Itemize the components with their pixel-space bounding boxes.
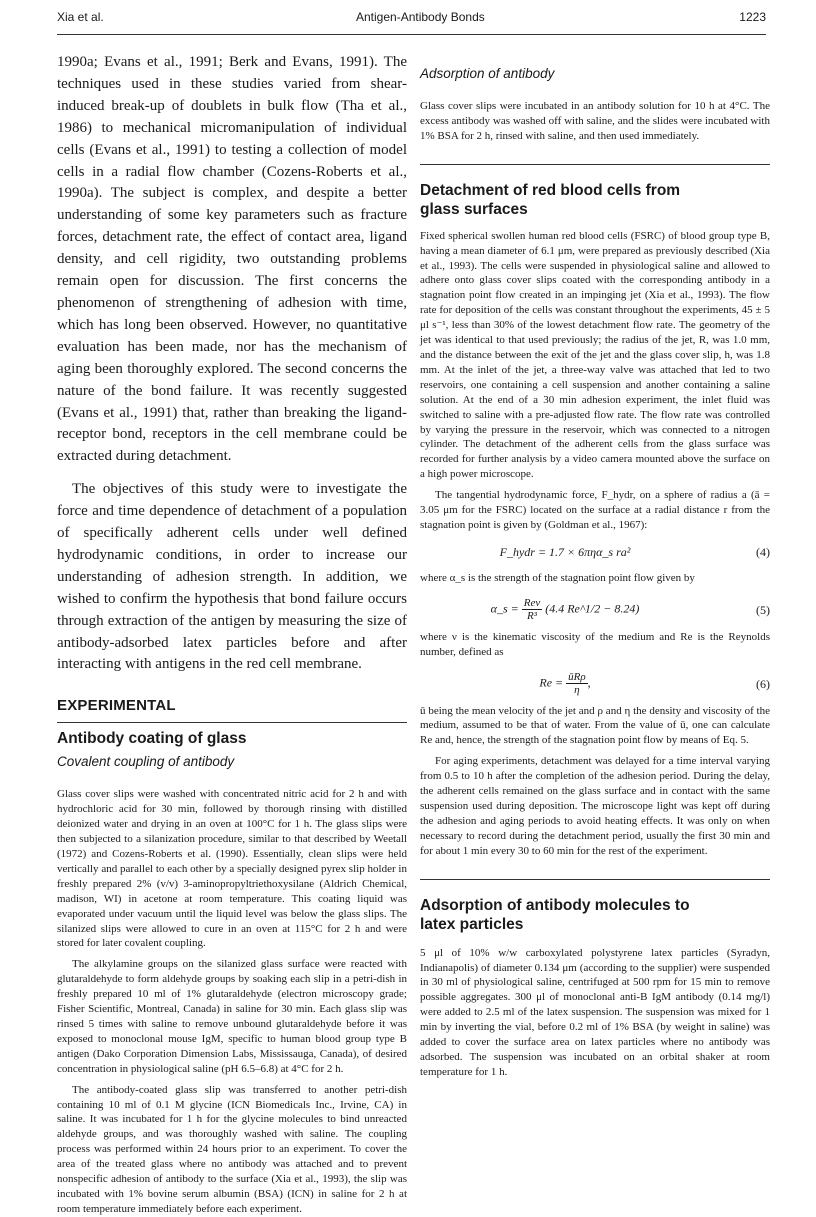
left-column (57, 52, 407, 1217)
section-divider (420, 164, 770, 165)
adsorption-paragraph: Glass cover slips were incubated in an antibody solution for 10 h at 4°C. The excess antibody was washed off with saline, and the slides were incubated with 1% BSA for 2 h, rinsed with saline, and then used immediately. (420, 100, 770, 142)
covalent-paragraph-3: The antibody-coated glass slip was transferred to another petri-dish containing 10 ml of 0.1 M glycine (ICN Biomedicals Inc., Irvine, CA) in saline. It was incubated for 1 h for the glycine molecules to bind unreacted aldehyde groups, and was thoroughly washed with saline. The coupling process was performed within 24 hours prior to an experiment. To cover the area of the treated glass where no antibody was attached and to prevent nonspecific adhesion of antibody to the surface (Xia et al., 1993), the slip was incubated with 1% bovine serum albumin (BSA) (ICN) in saline for 2 h at room temperature immediately before each experiment. (57, 1083, 407, 1215)
equation-6-denominator: η (574, 683, 580, 696)
where-nu-text: where ν is the kinematic viscosity of the medium and Re is the Reynolds number, defined as (420, 630, 770, 658)
equation-5-lhs: α_s = (490, 601, 519, 615)
covalent-paragraph-2: The alkylamine groups on the silanized glass surface were reacted with glutaraldehyde to form aldehyde groups by soaking each slip in a petri-dish in freshly prepared 10 ml of 1% glutaraldehyde (electron microscopy grade; Fisher Scientific, Montreal, Canada) in saline for 30 min. Each glass slip was rinsed 5 times with saline to remove unbound glutaraldehyde before it was exposed to monoclonal mouse IgM, specific to human blood group type B antigen (Dako Corporation Dimension Labs, Mississauga, Canada), of desired concentration in physiological saline (pH 6.5–6.8) at 4°C for 2 h. (57, 958, 407, 1075)
detachment-heading-line-1: Detachment of red blood cells from (420, 181, 681, 199)
subsection-heading-detachment (420, 181, 770, 219)
equation-4 (420, 545, 770, 565)
equation-5 (420, 594, 770, 624)
equation-5-formula (420, 597, 710, 622)
equation-5-number: (5) (756, 602, 770, 617)
equation-6-number: (6) (756, 676, 770, 691)
detachment-paragraph-1: Fixed spherical swollen human red blood cells (FSRC) of blood group type B, having a mean diameter of 6.1 μm, were prepared as previously described (Xia et al., 1993). The cells were suspended in physiological saline and allowed to adhere onto glass cover slips coated with the corresponding antibody in a stagnation point flow created in an impinging jet (Xia et al., 1993). The flow rate for deposition of the cells was constant throughout the experiments, 45 ± 5 μl s⁻¹, less than 30% of the lowest detachment flow rate. The geometry of the jet was identical to that used previously; the radius of the jet, R, was 1.0 mm, and the distance between the exit of the jet and the glass cover slip, h, was 1.8 mm. At the inlet of the jet, a three-way valve was attached that led to two reservoirs, one containing a cell suspension and another containing a saline solution. At the end of a 30 min adhesion experiment, the inlet fluid was switched to saline with a pre-adjusted flow rate. The flow rate was controlled by varying the pressure in the reservoir, which was connected to a nitrogen cylinder. The detachment of the adherent cells from the glass surface was recorded for further analysis by a video camera mounted above the surface on a high power microscope. (420, 229, 770, 481)
latex-heading-line-1: Adsorption of antibody molecules to (420, 896, 690, 914)
detachment-paragraph-2: The tangential hydrodynamic force, F_hydr, on a sphere of radius a (ā = 3.05 μm for the FSRC) located on the surface at a radial distance r from the stagnation point is given by (Goldman et al., 1967): (420, 489, 770, 531)
page-number: 1223 (739, 10, 766, 24)
equation-5-numerator: Reν (523, 596, 541, 609)
equation-6-lhs: Re = (539, 674, 564, 689)
running-head-author: Xia et al. (57, 10, 104, 24)
equation-6-formula: Re = $\frac{\text{ūRρ}}{\eta}$ , (539, 670, 591, 696)
subsubsection-heading-covalent: Covalent coupling of antibody (57, 754, 235, 770)
latex-paragraph: 5 μl of 10% w/w carboxylated polystyrene latex particles (Syradyn, Indianapolis) of diameter 0.134 μm (according to the supplier) were suspended in 30 ml of physiological saline, centrifuged at 500 rpm for 15 min to remove possible aggregates. 300 μl of monoclonal anti-B IgM antibody (0.14 mg/l) were added to 2.5 ml of the latex suspension. The suspension was mixed for 1 min by inverting the vial, before 0.2 ml of 1% BSA (by weight in saline) was added to cover the surface area on latex particles where no antibody was adsorbed. The suspension was incubated on an orbital shaker at room temperature for 1 h. (420, 946, 770, 1078)
objectives-paragraph: The objectives of this study were to investigate the force and time dependence of detachment of a population of specifically adherent cells under well defined hydrodynamic conditions, in order to increase our understanding of adhesion strength. In addition, we wished to confirm the hypothesis that bond failure occurs through extraction of the antigen by measuring the size of antibody-adsorbed latex particles before and after interacting with antigens in the red cell membrane. (57, 481, 407, 673)
section-divider (420, 879, 770, 880)
intro-paragraph-continued: 1990a; Evans et al., 1991; Berk and Evans, 1991). The techniques used in these studies varied from shear-induced break-up of doublets in bulk flow (Tha et al., 1986) to mechanical micromanipulation of individual cells (Evans et al., 1991) to testing a collection of model cells in a radial flow chamber (Cozens-Roberts et al., 1990a). The subject is complex, and despite a better understanding of some key parameters such as fracture forces, detachment rate, the effect of contact area, ligand density, and cell rigidity, two outstanding problems remain open for discussion. The first concerns the phenomenon of strengthening of adhesion with time, which has long been observed. However, no quantitative evaluation has been made, nor has the mechanism of aging been thoroughly explored. The second concerns the nature of the bond failure. It was recently suggested (Evans et al., 1991) that, rather than breaking the ligand-receptor bond, receptors in the cell membrane could be extracted during detachment. (57, 54, 407, 465)
covalent-paragraph-1: Glass cover slips were washed with concentrated nitric acid for 2 h and with hydrochloric acid for 30 min, followed by thorough rinsing with distilled deionized water and drying in an oven at 100°C for 1 h. The glass slips were then subjected to a silanization procedure, similar to that described by Weetall (1972) and Cozens-Roberts et al. (1990). Essentially, clean slips were held vertically and parallel to each other by a specially designed pyrex slip holder in freshly prepared 2% (v/v) 3-aminopropyltriethoxysilane (Aldrich Chemical, madison, WI) in acetone at room temperature. This coating liquid was evaporated under vacuum until the liquid level was below the glass slips. The silanized slips were allowed to cure in an oven at 115°C for 2 h and were stored for later covalent coupling. (57, 788, 407, 950)
subsubsection-heading-adsorption: Adsorption of antibody (420, 66, 555, 81)
ubar-paragraph: ū being the mean velocity of the jet and ρ and η the density and viscosity of the medium, assumed to be that of water. From the value of ū, one can calculate Re and, hence, the strength of the stagnation point flow by means of Eq. 5. (420, 704, 770, 747)
section-heading-experimental: EXPERIMENTAL (57, 697, 176, 715)
subsection-heading-latex (420, 896, 770, 934)
section-divider (57, 722, 407, 723)
right-column (420, 52, 770, 1080)
equation-5-denominator: R³ (526, 609, 537, 622)
equation-4-number: (4) (756, 544, 770, 559)
running-head (57, 10, 766, 30)
subsection-heading-antibody-coating: Antibody coating of glass (57, 730, 247, 748)
running-head-title: Antigen-Antibody Bonds (356, 10, 485, 24)
equation-4-formula: F_hydr = 1.7 × 6πηα_s ra² (499, 544, 631, 559)
equation-6-numerator: ūRρ (568, 670, 586, 683)
equation-6-fraction (566, 671, 588, 696)
detachment-heading-line-2: glass surfaces (420, 200, 528, 218)
where-alpha-text: where α_s is the strength of the stagnation point flow given by (420, 571, 695, 584)
latex-heading-line-2: latex particles (420, 915, 524, 933)
equation-5-fraction (522, 597, 542, 622)
equation-6 (420, 668, 770, 698)
aging-paragraph: For aging experiments, detachment was delayed for a time interval varying from 0.5 to 10 h after the completion of the adhesion period. During the delay, the adherent cells remained on the glass surface and in contact with the same suspension used during deposition. The microscope light was kept off during the adhesion and aging periods to avoid heating effects. It was only on when necessary to record during the detachment period, usually the first 30 min and for about 1 min every 30 to 60 min for the rest of the experiment. (420, 755, 770, 857)
equation-5-rest: (4.4 Re^1/2 − 8.24) (545, 601, 640, 615)
header-divider (57, 34, 766, 35)
